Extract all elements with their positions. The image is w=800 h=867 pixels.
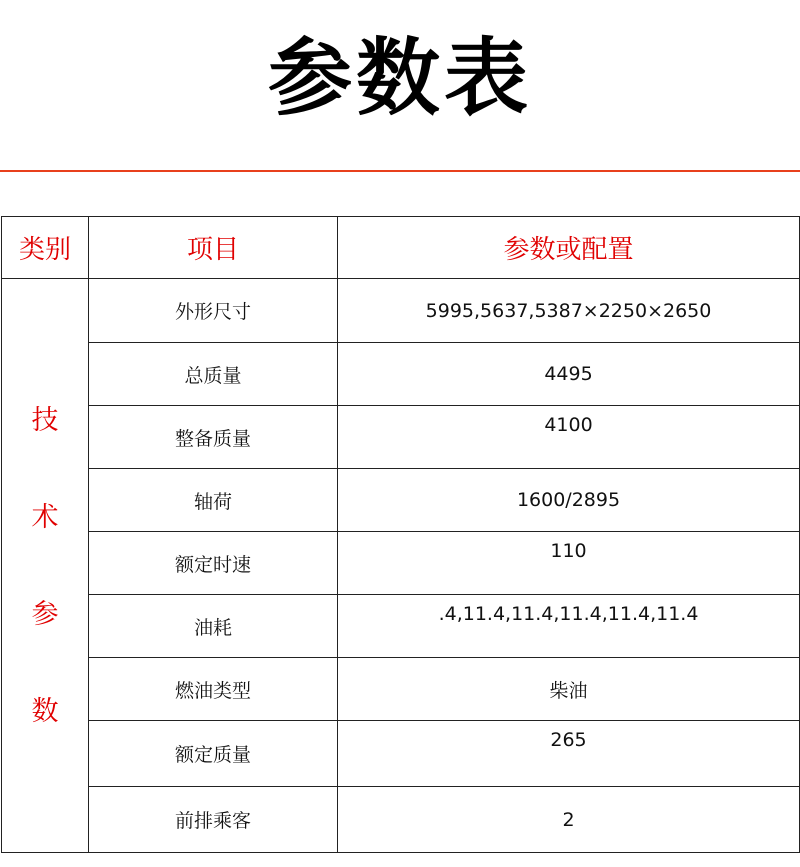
header-item: 项目 [89, 217, 338, 279]
item-cell: 整备质量 [89, 406, 338, 469]
category-char: 术 [31, 501, 59, 533]
item-cell: 燃油类型 [89, 658, 338, 721]
item-cell: 额定时速 [89, 532, 338, 595]
value-cell [338, 721, 800, 787]
table-row [2, 595, 800, 658]
value-text: 265 [550, 729, 587, 751]
value-text: 4100 [544, 414, 593, 436]
item-cell: 轴荷 [89, 469, 338, 532]
value-cell: 5995,5637,5387×2250×2650 [338, 279, 800, 343]
page-title: 参数表 [267, 29, 532, 127]
parameter-table [1, 216, 800, 853]
category-char: 参 [31, 598, 59, 630]
table-row [2, 787, 800, 853]
table-row [2, 532, 800, 595]
value-cell: 4495 [338, 343, 800, 406]
table-row [2, 469, 800, 532]
value-cell: 1600/2895 [338, 469, 800, 532]
item-cell: 总质量 [89, 343, 338, 406]
table-row [2, 406, 800, 469]
value-cell [338, 406, 800, 469]
category-char: 数 [31, 695, 59, 727]
header-category: 类别 [2, 217, 89, 279]
value-text: .4,11.4,11.4,11.4,11.4,11.4 [438, 603, 699, 625]
category-cell [2, 279, 89, 853]
value-cell [338, 595, 800, 658]
item-cell: 外形尺寸 [89, 279, 338, 343]
item-cell: 油耗 [89, 595, 338, 658]
value-text: 110 [550, 540, 587, 562]
category-char: 技 [31, 404, 59, 436]
item-cell: 前排乘客 [89, 787, 338, 853]
header-value: 参数或配置 [338, 217, 800, 279]
header-row [2, 217, 800, 279]
title-divider [0, 170, 800, 172]
value-cell: 2 [338, 787, 800, 853]
value-cell [338, 532, 800, 595]
value-cell: 柴油 [338, 658, 800, 721]
item-cell: 额定质量 [89, 721, 338, 787]
table-row [2, 658, 800, 721]
table-row [2, 343, 800, 406]
table-row [2, 279, 800, 343]
table-row [2, 721, 800, 787]
